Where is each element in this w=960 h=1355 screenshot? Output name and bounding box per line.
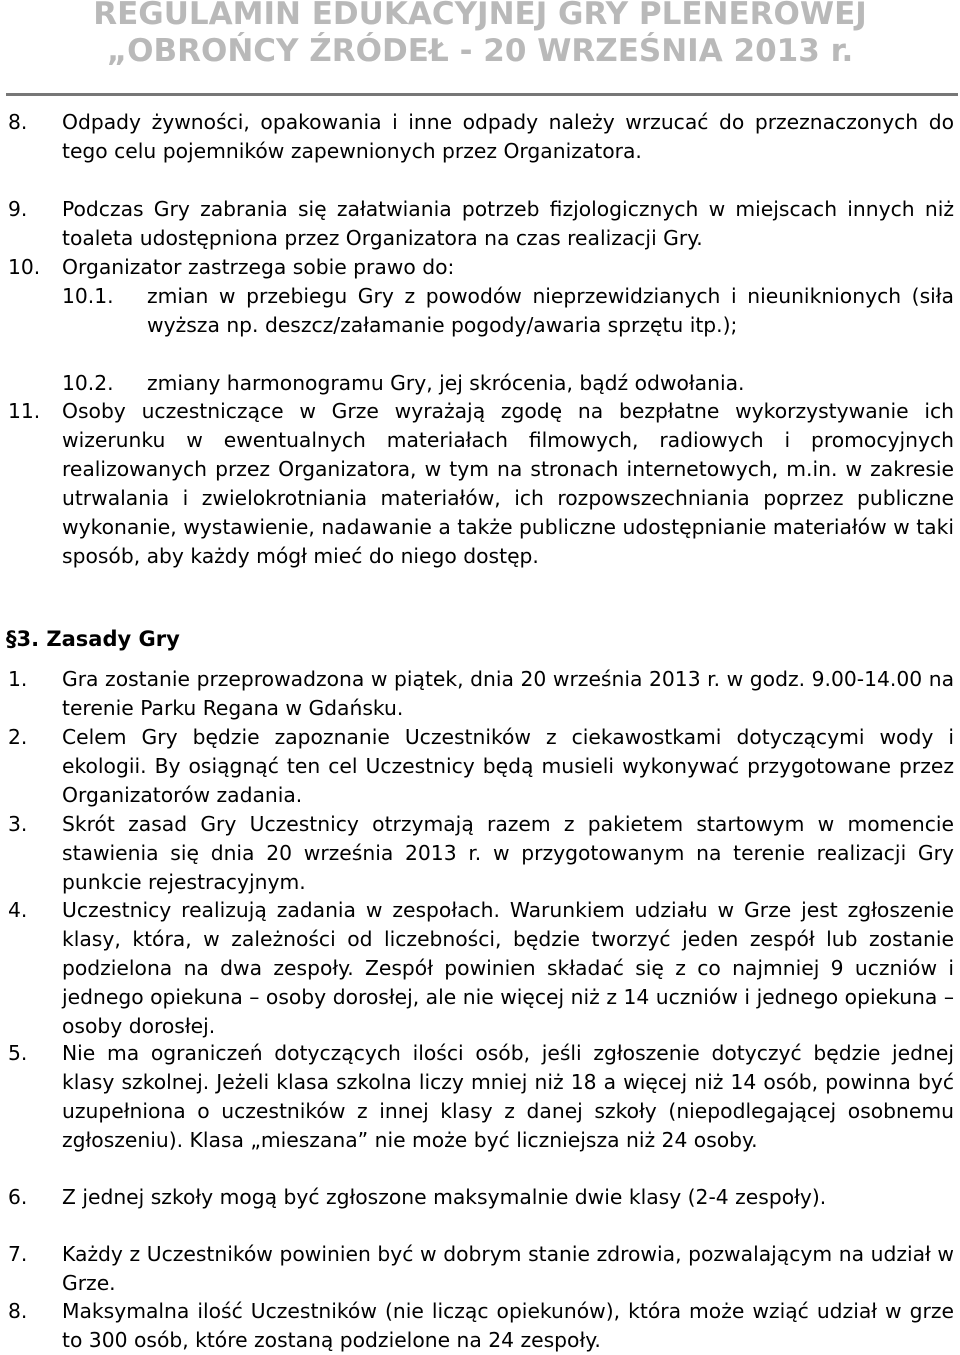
rule-11-text: Osoby uczestniczące w Grze wyrażają zgodę na bezpłatne wykorzystywanie ich wizerunku w ewentualnych materiałach filmowych, radiowych i promocyjnych realizowanych przez Organizatora, w tym na stronach internetowych, m.in. w zakresie utrwalania i zwielokrotniania materiałów, ich rozpowszechniania poprzez publiczne wykonanie, wystawienie, nadawanie a także publiczne udostępnianie materiałów w taki sposób, aby każdy mógł mieć do niego dostęp.: [62, 399, 954, 568]
s3-item-1-number: 1.: [8, 667, 28, 691]
rule-10-1-number: 10.1.: [62, 284, 114, 308]
rule-10-text: Organizator zastrzega sobie prawo do:: [62, 255, 455, 279]
section-3-heading: §3. Zasady Gry: [6, 627, 180, 651]
s3-item-3-number: 3.: [8, 812, 28, 836]
rule-9-number: 9.: [8, 197, 28, 221]
rule-10-2-number: 10.2.: [62, 371, 114, 395]
rule-11-number: 11.: [8, 399, 41, 423]
rule-10-2-text: zmiany harmonogramu Gry, jej skrócenia, bądź odwołania.: [147, 371, 745, 395]
s3-item-6-text: Z jednej szkoły mogą być zgłoszone maksymalnie dwie klasy (2-4 zespoły).: [62, 1185, 827, 1209]
s3-item-2-number: 2.: [8, 725, 28, 749]
s3-item-3-text: Skrót zasad Gry Uczestnicy otrzymają razem z pakietem startowym w momencie stawienia się dnia 20 września 2013 r. w przygotowanym na terenie realizacji Gry punkcie rejestracyjnym.: [62, 812, 954, 894]
s3-item-8-number: 8.: [8, 1299, 28, 1323]
s3-item-8-text: Maksymalna ilość Uczestników (nie licząc opiekunów), która może wziąć udział w grze to 300 osób, które zostaną podzielone na 24 zespoły.: [62, 1299, 954, 1352]
s3-item-6-number: 6.: [8, 1185, 28, 1209]
document-title-line2: „OBROŃCY ŹRÓDEŁ - 20 WRZEŚNIA 2013 r.: [106, 33, 854, 69]
rule-8-text: Odpady żywności, opakowania i inne odpady należy wrzucać do przeznaczonych do tego celu pojemników zapewnionych przez Organizatora.: [62, 110, 954, 163]
document-title-line1: REGULAMIN EDUKACYJNEJ GRY PLENEROWEJ: [93, 0, 867, 32]
s3-item-4-number: 4.: [8, 898, 28, 922]
rule-10-number: 10.: [8, 255, 41, 279]
s3-item-5-number: 5.: [8, 1041, 28, 1065]
s3-item-5-text: Nie ma ograniczeń dotyczących ilości osób, jeśli zgłoszenie dotyczyć będzie jednej klasy szkolnej. Jeżeli klasa szkolna liczy mniej niż 18 a więcej niż 14 osób, powinna być uzupełniona o uczestników z innej klasy z danej szkoły (niepodlegającej osobnemu zgłoszeniu). Klasa „mieszana” nie może być liczniejsza niż 24 osoby.: [62, 1041, 954, 1152]
rule-8-number: 8.: [8, 110, 28, 134]
s3-item-7-text: Każdy z Uczestników powinien być w dobrym stanie zdrowia, pozwalającym na udział w Grze.: [62, 1242, 954, 1295]
s3-item-4-text: Uczestnicy realizują zadania w zespołach. Warunkiem udziału w Grze jest zgłoszenie klasy, która, w zależności od liczebności, będzie tworzyć jeden zespół lub zostanie podzielona na dwa zespoły. Zespół powinien składać się z co najmniej 9 uczniów i jednego opiekuna – osoby dorosłej, ale nie więcej niż z 14 uczniów i jednego opiekuna – osoby dorosłej.: [62, 898, 954, 1038]
rule-10-1-text: zmian w przebiegu Gry z powodów nieprzewidzianych i nieuniknionych (siła wyższa np. deszcz/załamanie pogody/awaria sprzętu itp.);: [147, 284, 954, 337]
rule-9-text: Podczas Gry zabrania się załatwiania potrzeb fizjologicznych w miejscach innych niż toaleta udostępniona przez Organizatora na czas realizacji Gry.: [62, 197, 954, 250]
s3-item-2-text: Celem Gry będzie zapoznanie Uczestników z ciekawostkami dotyczącymi wody i ekologii. By osiągnąć ten cel Uczestnicy będą musieli wykonywać przygotowane przez Organizatorów zadania.: [62, 725, 954, 807]
header-divider: [6, 93, 958, 96]
s3-item-1-text: Gra zostanie przeprowadzona w piątek, dnia 20 września 2013 r. w godz. 9.00-14.00 na terenie Parku Regana w Gdańsku.: [62, 667, 954, 720]
s3-item-7-number: 7.: [8, 1242, 28, 1266]
